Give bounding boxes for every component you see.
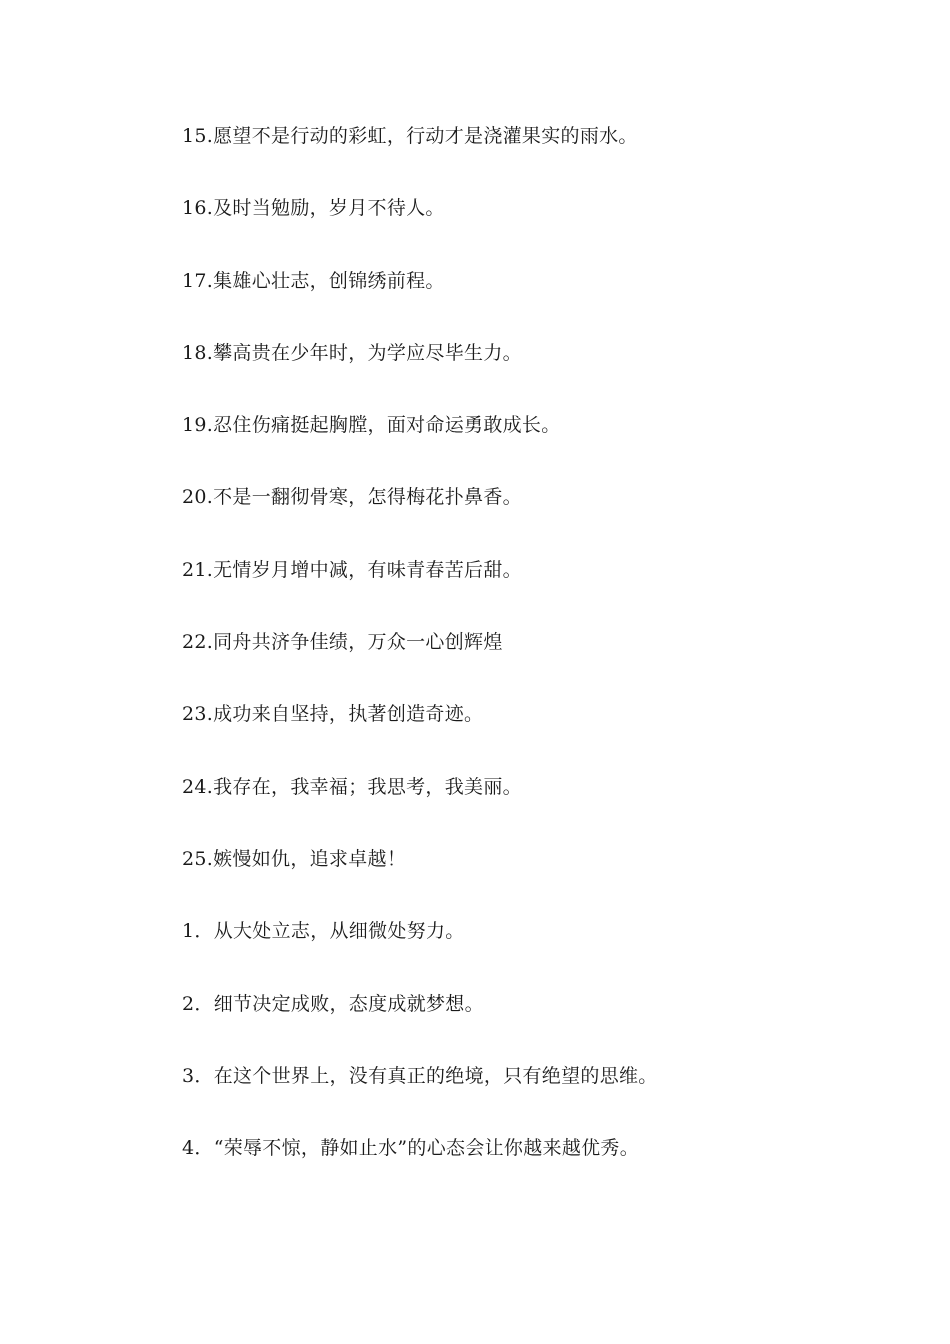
quote-list [182,118,882,1202]
quote-line: 24.我存在，我幸福；我思考，我美丽。 [182,775,522,798]
quote-line: 25.嫉慢如仇，追求卓越！ [182,847,407,870]
quote-line: 3．在这个世界上，没有真正的绝境，只有绝望的思维。 [182,1064,658,1087]
quote-line: 22.同舟共济争佳绩，万众一心创辉煌 [182,631,503,654]
quote-line: 18.攀高贵在少年时，为学应尽毕生力。 [182,341,522,364]
quote-line: 2．细节决定成败，态度成就梦想。 [182,992,484,1015]
quote-line: 16.及时当勉励，岁月不待人。 [182,197,445,220]
quote-line: 23.成功来自坚持，执著创造奇迹。 [182,703,484,726]
quote-line: 20.不是一翻彻骨寒，怎得梅花扑鼻香。 [182,486,522,509]
quote-line: 4．“荣辱不惊，静如止水”的心态会让你越来越优秀。 [182,1137,640,1160]
quote-line: 21.无情岁月增中减，有味青春苦后甜。 [182,558,522,581]
quote-line: 15.愿望不是行动的彩虹，行动才是浇灌果实的雨水。 [182,125,638,147]
quote-line: 17.集雄心壮志，创锦绣前程。 [182,269,445,292]
quote-line: 1．从大处立志，从细微处努力。 [182,920,465,943]
quote-line: 19.忍住伤痛挺起胸膛，面对命运勇敢成长。 [182,414,561,437]
